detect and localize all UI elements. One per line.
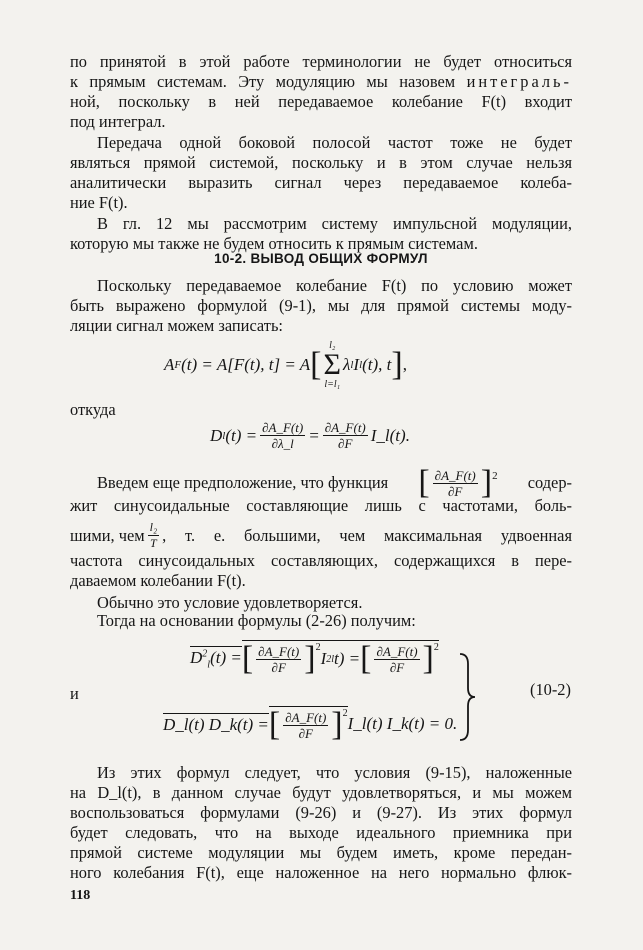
equation-derivative: D l (t) = $\frac{\partial A\_F(t)}{\partial\lambda\_l}$ = $\frac{\partial A\_F(t)}{\partial F}$ I_l(t). [210,420,410,451]
section-heading: 10-2. ВЫВОД ОБЩИХ ФОРМУЛ [214,251,428,266]
text-line: В гл. 12 мы рассмотрим систему импульсной модуляции, [97,214,572,233]
text-line: Тогда на основании формулы (2-26) получим: [97,611,416,630]
fraction: $\frac{\partial A\_F(t)}{\partial F}$ [285,709,327,741]
text-line: жит синусоидальные составляющие лишь с частотами, боль- [70,496,572,515]
sum-symbol: l₂ Σ l=l₁ [323,340,341,390]
text-line: Из этих формул следует, что условия (9-15), наложенные [97,763,572,782]
fraction: $\frac{\text{l₂}}{T}$ [149,520,158,550]
text-line: Поскольку передаваемое колебание F(t) по условию может [97,276,572,295]
text-line: ние F(t). [70,193,128,212]
text-line: ного колебания F(t), еще наложенное на него нормально флюк- [70,863,572,882]
text-line: ляции сигнал можем записать: [70,316,283,335]
text-line: по принятой в этой работе терминологии не будет относиться [70,52,572,71]
spaced-word: интеграль- [466,72,572,91]
text-line: Обычно это условие удовлетворяется. [97,593,363,612]
text-line: быть выражено формулой (9-1), мы для прямой системы моду- [70,296,572,315]
text-line: воспользоваться формулами (9-26) и (9-27). Из этих формул [70,803,572,822]
text-line: на D_l(t), в данном случае будут удовлетворяться, и мы можем [70,783,572,802]
fraction: $\frac{\partial A\_F(t)}{\partial\lambda\_l}$ [262,420,304,451]
text-line: прямой системе модуляции мы будем иметь, кроме передан- [70,843,572,862]
page-number: 118 [70,888,91,903]
fraction: $\frac{\partial A\_F(t)}{\partial F}$ [258,643,300,675]
text-line: будет следовать, что на выходе идеального приемника при [70,823,572,842]
text-line: являться прямой системой, поскольку и в этом случае нельзя [70,153,572,172]
equation-cross: D_l(t) D_k(t) = [ $\frac{\partial A\_F(t)}{\partial F}$ ] $^2$ I_l(t) I_k(t) = 0. [163,706,458,743]
text-line: шими, чем $\frac{\text{l₂}}{T}$ , т. е. большими, чем максимальная удвоенная [70,520,572,550]
text-line: Передача одной боковой полосой частот тоже не будет [97,133,572,152]
and-word: и [70,684,79,703]
text-line: частота синусоидальных составляющих, содержащихся в пере- [70,551,572,570]
equation-signal: A F (t) = A[F(t), t] = A [ l₂ Σ l=l₁ λ l I l (t), t ] , [164,340,407,390]
text-line: которую мы также не будем относить к прямым системам. [70,234,478,253]
text-line: даваемом колебании F(t). [70,571,246,590]
text-line: аналитически выразить сигнал через передаваемое колеба- [70,173,572,192]
equation-number: (10-2) [530,680,571,699]
fraction: $\frac{\partial A\_F(t)}{\partial F}$ [434,467,476,499]
text-line: под интеграл. [70,112,166,131]
equation-mean-square: $D^2_l(t)$ = [ $\frac{\partial A\_F(t)}{\partial F}$ ] $^2$ I 2 l t) = [ $\frac{\partial A\_F(t)}{\partial F}$ ] $^2$ [190,640,439,677]
text-line: откуда [70,400,116,419]
right-brace [458,652,476,742]
fraction: $\frac{\partial A\_F(t)}{\partial F}$ [376,643,418,675]
fraction: $\frac{\partial A\_F(t)}{\partial F}$ [324,420,366,451]
text-line: Введем еще предположение, что функция [ $\frac{\partial A\_F(t)}{\partial F}$ ] $^2$ содер- [97,464,572,501]
text-line: к прямым системам. Эту модуляцию мы назовем интеграль- [70,72,572,91]
text-line: ной, поскольку в ней передаваемое колебание F(t) входит [70,92,572,111]
